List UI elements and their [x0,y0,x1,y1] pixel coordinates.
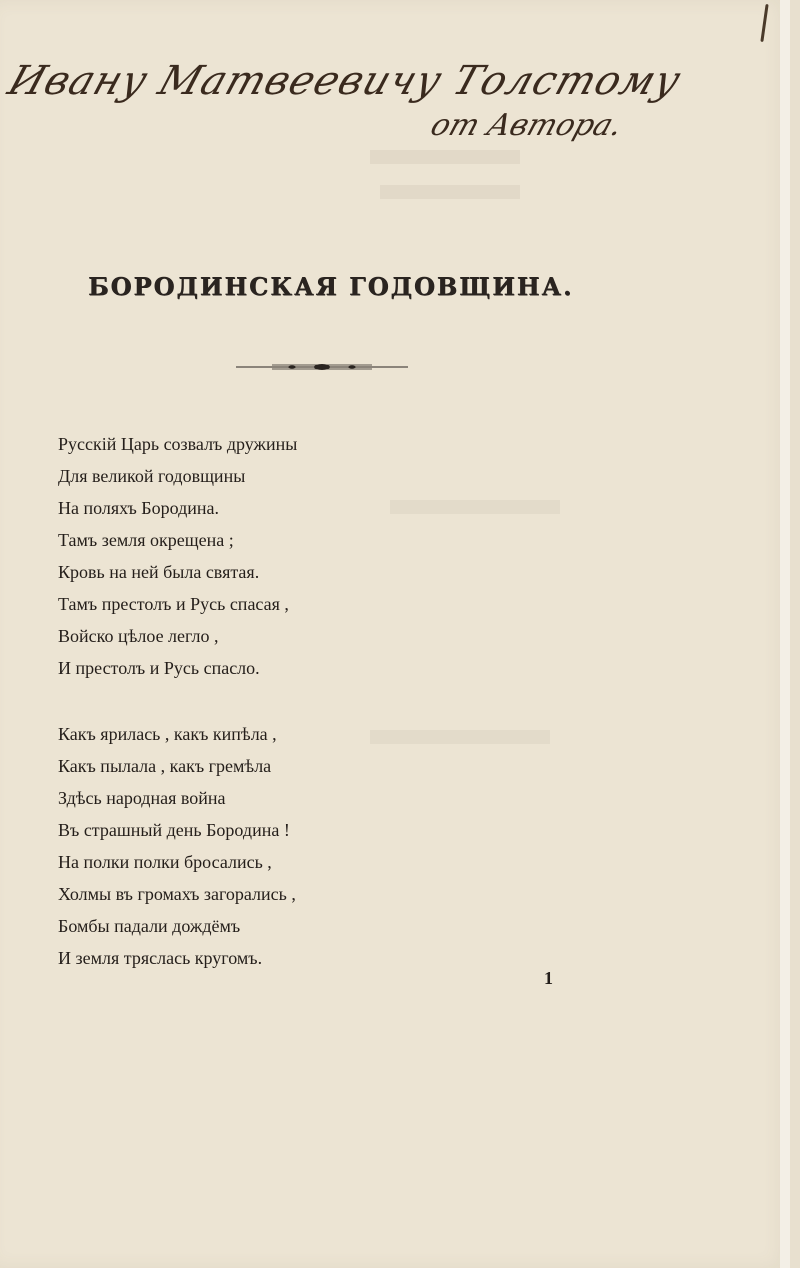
bleed-through-3 [390,500,560,514]
handwritten-dedication-line1: Ивану Матвеевичу Толстому [2,58,687,104]
verse-line: Кровь на ней была святая. [58,562,260,582]
verse-line: Войско цѣлое легло , [58,626,219,646]
verse-line: Бомбы падали дождёмъ [58,916,241,936]
verse-line: Холмы въ громахъ загорались , [58,884,296,904]
verse-line: И земля тряслась кругомъ. [58,948,263,968]
verse-line: Тамъ земля окрещена ; [58,530,234,550]
verse-line: Тамъ престолъ и Русь спасая , [58,594,289,614]
handwritten-dedication-line2: от Автора. [426,108,628,143]
verse-line: На поляхъ Бородина. [58,498,219,518]
bleed-through-2 [380,185,520,199]
verse-line: Какъ пылала , какъ гремѣла [58,756,272,776]
verse-line: Какъ ярилась , какъ кипѣла , [58,724,277,744]
verse-line: И престолъ и Русь спасло. [58,658,260,678]
stanza-1 [58,428,297,684]
verse-line: Здѣсь народная война [58,788,226,808]
bleed-through-4 [370,730,550,744]
verse-line: Въ страшный день Бородина ! [58,820,290,840]
page-edge [780,0,790,1268]
verse-line: Для великой годовщины [58,466,246,486]
page-number: 1 [544,968,553,988]
pencil-mark [760,4,768,42]
stanza-2 [58,718,296,974]
verse-line: На полки полки бросались , [58,852,272,872]
bleed-through-1 [370,150,520,164]
poem-title: БОРОДИНСКАЯ ГОДОВЩИНА. [88,272,574,301]
ornament-divider [232,358,412,376]
verse-line: Русскій Царь созвалъ дружины [58,434,298,454]
